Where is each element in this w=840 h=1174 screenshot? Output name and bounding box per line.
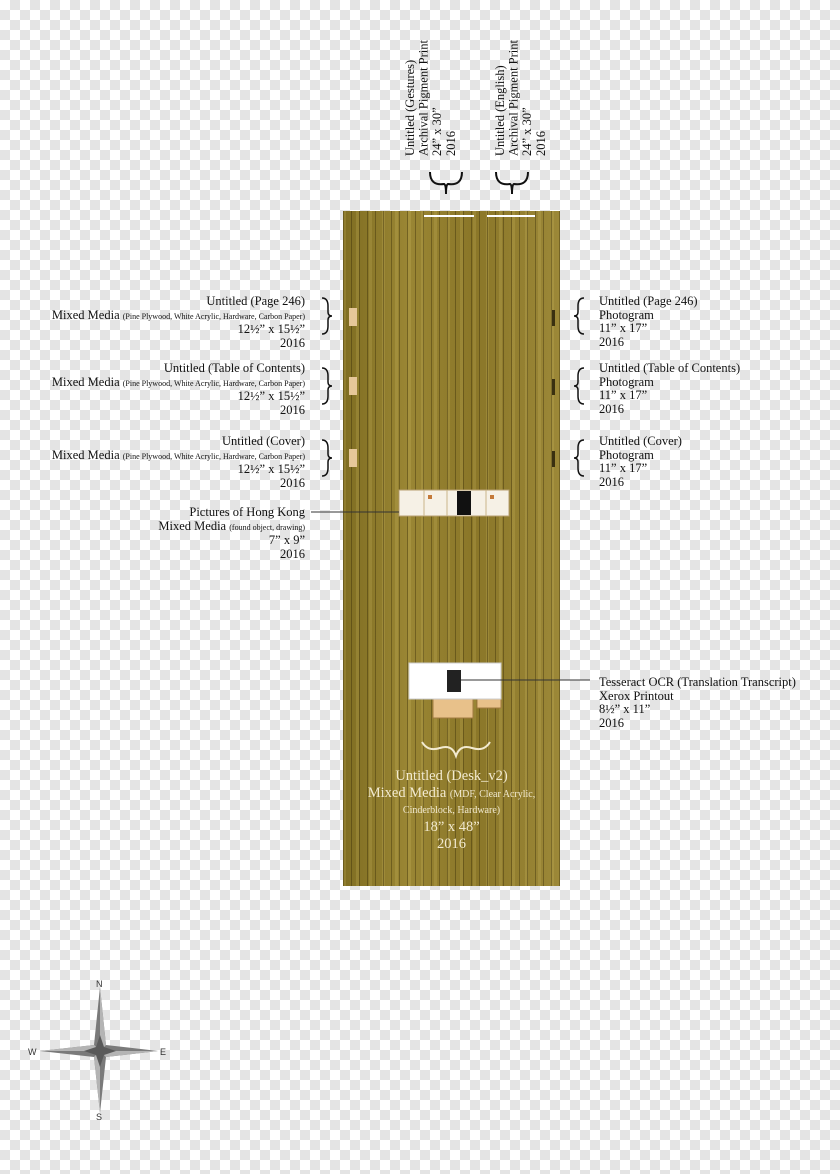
top-gestures-title: Untitled (Gestures) xyxy=(403,59,417,156)
top-english-title: Untitled (English) xyxy=(493,65,507,156)
left-page246-year: 2016 xyxy=(280,335,305,350)
left-page246-title: Untitled (Page 246) xyxy=(206,294,305,308)
left-braces xyxy=(318,290,338,480)
desk-label xyxy=(343,768,560,853)
left-cover-size: 12½” x 15½” xyxy=(237,462,305,477)
right-page246-size: 11” x 17” xyxy=(599,321,648,336)
compass-rose xyxy=(20,975,180,1125)
desk-materials-1: (MDF, Clear Acrylic, xyxy=(449,789,536,800)
left-cover-medium: Mixed Media xyxy=(51,447,120,462)
right-toc-year: 2016 xyxy=(599,401,624,416)
right-page246-year: 2016 xyxy=(599,334,624,349)
right-label-page246 xyxy=(599,295,698,349)
photogram-edge-toc xyxy=(552,379,555,395)
photogram-edge-page246 xyxy=(552,310,555,326)
desk-title: Untitled (Desk_v2) xyxy=(395,768,508,784)
right-toc-title: Untitled (Table of Contents) xyxy=(599,361,741,375)
left-label-page246 xyxy=(52,295,305,350)
right-cover-size: 11” x 17” xyxy=(599,461,648,476)
desk-size: 18” x 48” xyxy=(423,819,480,835)
top-english-year: 2016 xyxy=(533,130,548,156)
desk-medium: Mixed Media xyxy=(367,785,447,801)
left-label-toc xyxy=(52,362,305,417)
plywood-piece-page246 xyxy=(349,308,357,326)
right-braces xyxy=(568,290,588,480)
right-page246-medium: Photogram xyxy=(599,307,654,322)
left-toc-materials: (Pine Plywood, White Acrylic, Hardware, Carbon Paper) xyxy=(122,378,305,388)
left-toc-title: Untitled (Table of Contents) xyxy=(163,361,305,375)
top-gestures-medium: Archival Pigment Print xyxy=(416,40,431,156)
right-label-toc xyxy=(599,362,740,416)
compass-s-label: S xyxy=(96,1112,103,1122)
left-cover-title: Untitled (Cover) xyxy=(222,434,305,448)
left-page246-materials: (Pine Plywood, White Acrylic, Hardware, Carbon Paper) xyxy=(122,311,305,321)
top-english-size: 24” x 30” xyxy=(520,107,535,156)
tesseract-title: Tesseract OCR (Translation Transcript) xyxy=(599,675,796,689)
left-cover-materials: (Pine Plywood, White Acrylic, Hardware, Carbon Paper) xyxy=(122,451,305,461)
left-cover-year: 2016 xyxy=(280,475,305,490)
hong-kong-medium: Mixed Media xyxy=(158,518,227,533)
hong-kong-materials: (found object, drawing) xyxy=(229,522,305,532)
hong-kong-object xyxy=(399,490,509,516)
top-gestures-year: 2016 xyxy=(443,130,458,156)
hong-kong-year: 2016 xyxy=(280,546,305,561)
hong-kong-label xyxy=(158,506,305,561)
tesseract-year: 2016 xyxy=(599,715,624,730)
tesseract-size: 8½” x 11” xyxy=(599,702,651,717)
right-toc-size: 11” x 17” xyxy=(599,388,648,403)
compass-w-label: W xyxy=(28,1047,37,1057)
right-toc-medium: Photogram xyxy=(599,374,654,389)
right-cover-year: 2016 xyxy=(599,474,624,489)
hong-kong-dark-panel xyxy=(457,491,471,515)
hong-kong-size: 7” x 9” xyxy=(268,533,305,548)
plywood-piece-toc xyxy=(349,377,357,395)
left-page246-medium: Mixed Media xyxy=(51,307,120,322)
left-toc-year: 2016 xyxy=(280,402,305,417)
desk-brace xyxy=(422,742,490,756)
right-cover-medium: Photogram xyxy=(599,447,654,462)
plywood-piece-cover xyxy=(349,449,357,467)
top-gestures-size: 24” x 30” xyxy=(430,107,445,156)
desk-year: 2016 xyxy=(437,836,466,852)
right-label-cover xyxy=(599,435,682,489)
right-page246-title: Untitled (Page 246) xyxy=(599,294,698,308)
left-label-cover xyxy=(52,435,305,490)
left-toc-size: 12½” x 15½” xyxy=(237,389,305,404)
right-cover-title: Untitled (Cover) xyxy=(599,434,682,448)
tesseract-medium: Xerox Printout xyxy=(599,688,674,703)
tesseract-device xyxy=(447,670,461,692)
top-english-medium: Archival Pigment Print xyxy=(506,40,521,156)
photogram-edge-cover xyxy=(552,451,555,467)
tesseract-label xyxy=(599,676,796,730)
left-page246-size: 12½” x 15½” xyxy=(237,322,305,337)
desk-materials-2: Cinderblock, Hardware) xyxy=(402,805,501,816)
compass-e-label: E xyxy=(160,1047,167,1057)
compass-n-label: N xyxy=(96,979,103,989)
left-toc-medium: Mixed Media xyxy=(51,374,120,389)
hong-kong-title: Pictures of Hong Kong xyxy=(189,505,305,519)
